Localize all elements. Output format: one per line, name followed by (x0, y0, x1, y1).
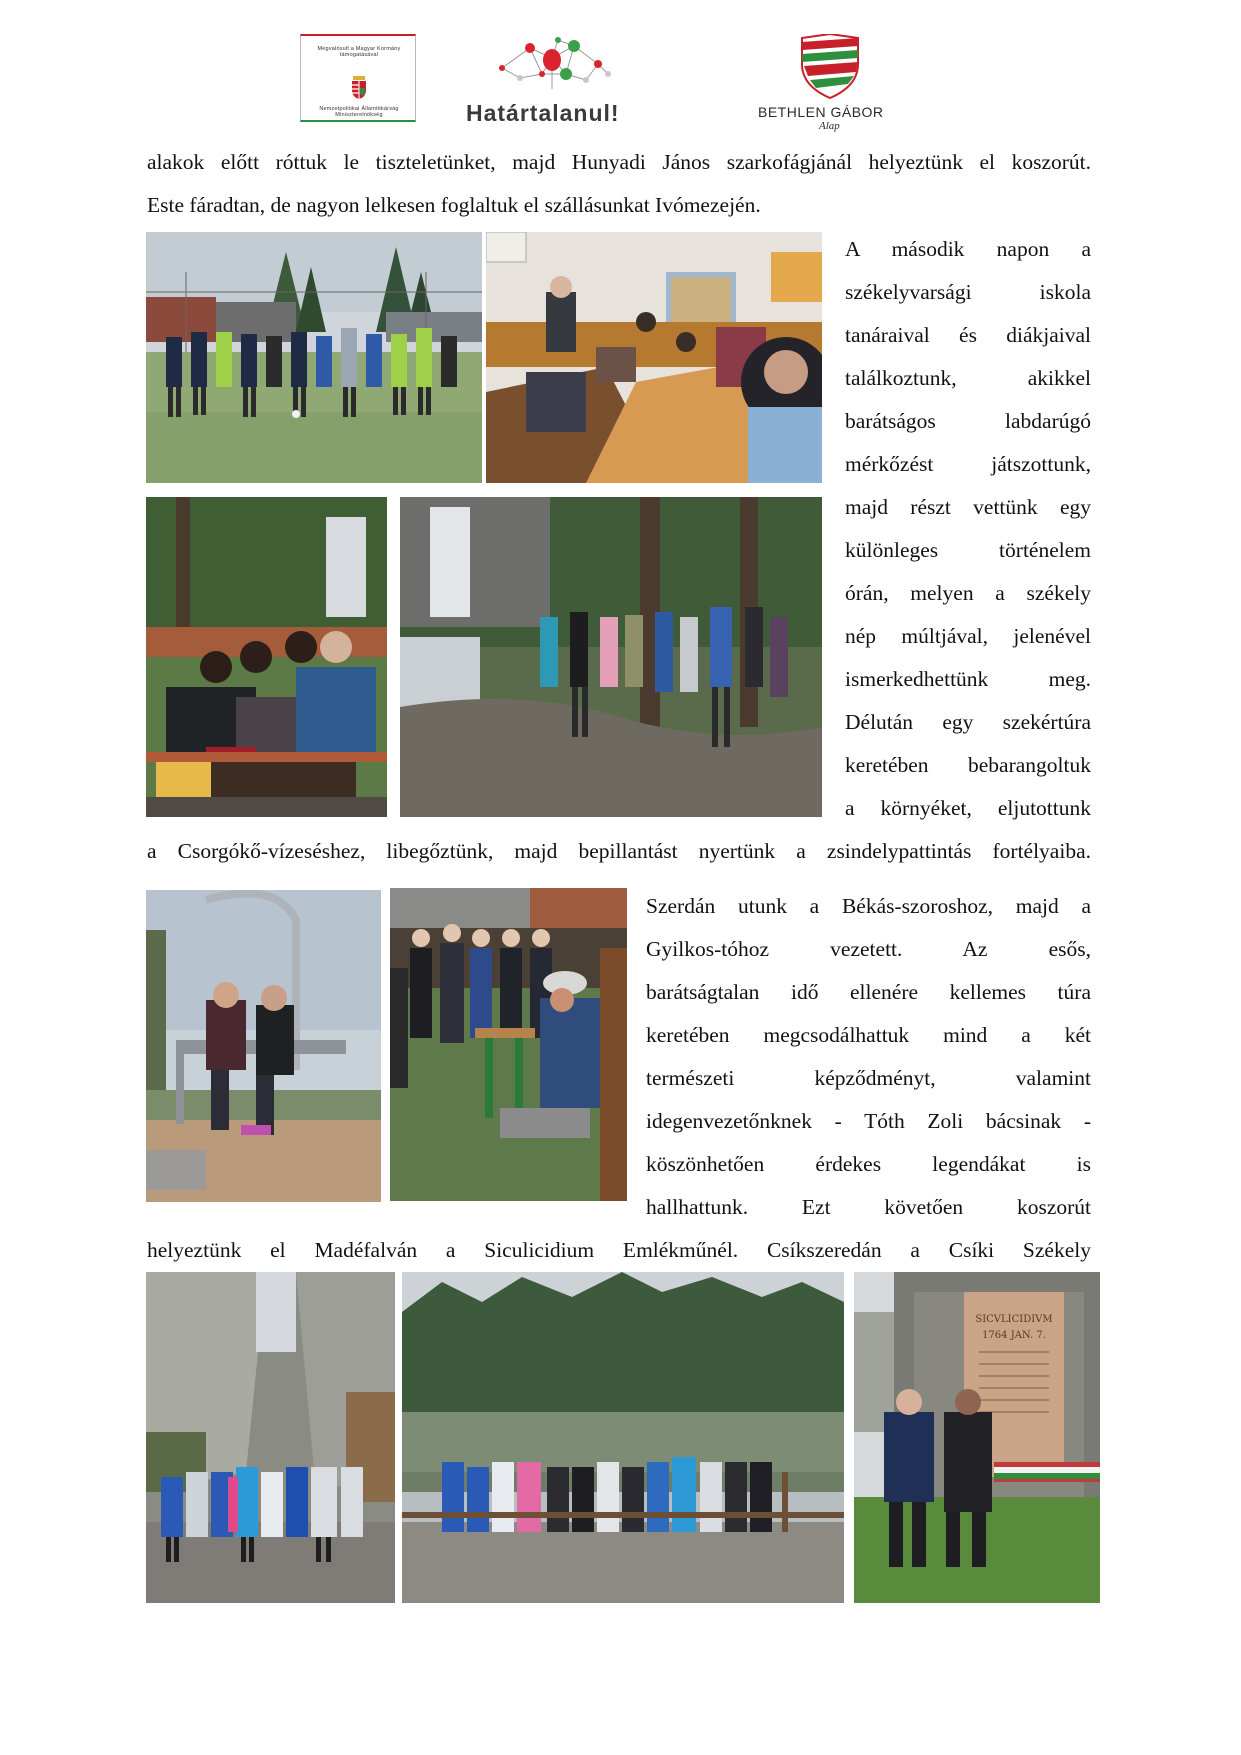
col1-line-2: székelyvarsági iskola (845, 280, 1091, 304)
photo-bekas-gorge-group (146, 1272, 395, 1603)
col1-line-1: A második napon a (845, 237, 1091, 261)
memorial-text-2: 1764 JAN. 7. (982, 1330, 1046, 1341)
photo-chairlift (146, 890, 381, 1202)
bethlen-shield-icon (798, 34, 862, 100)
balloons-network-icon (490, 34, 620, 96)
col1-line-5: barátságos labdarúgó (845, 409, 1091, 433)
photo-siculicidium-memorial (854, 1272, 1100, 1603)
hatartalanul-logo-text: Határtalanul! (466, 100, 620, 126)
col1-line-7: majd részt vettünk egy (845, 495, 1091, 519)
bethlen-gabor-alap-logo (756, 34, 904, 132)
col2-line-6: idegenvezetőnknek - Tóth Zoli bácsinak - (646, 1109, 1091, 1133)
col2-line-3: barátságtalan idő ellenére kellemes túra (646, 980, 1091, 1004)
col1-line-8: különleges történelem (845, 538, 1091, 562)
photo-wagon-ride (146, 497, 387, 817)
col1-line-10: nép múltjával, jelenével (845, 624, 1091, 648)
photo-waterfall-group (400, 497, 822, 817)
bethlen-logo-subtitle: Alap (819, 120, 840, 132)
col2-line-4: keretében megcsodálhattuk mind a két (646, 1023, 1091, 1047)
col2-line-7: köszönhetően érdekes legendákat is (646, 1152, 1091, 1176)
col1-line-12: Délután egy szekértúra (845, 710, 1091, 734)
col1-line-3: tanáraival és diákjaival (845, 323, 1091, 347)
col1-line-14: a környéket, eljutottunk (845, 796, 1091, 820)
col1-line-6: mérkőzést játszottunk, (845, 452, 1091, 476)
col1-line-11: ismerkedhettünk meg. (845, 667, 1091, 691)
col1-line-4: találkoztunk, akikkel (845, 366, 1091, 390)
col2-line-8: hallhattunk. Ezt követően koszorút (646, 1195, 1091, 1219)
full-text-line-1: a Csorgókő-vízeséshez, libegőztünk, majd bepillantást nyertünk a zsindelypattintás fortélyaiba. (147, 839, 1091, 863)
photo-gyilkos-lake-group (402, 1272, 844, 1603)
government-support-logo (300, 34, 416, 122)
photo-football-team (146, 232, 482, 483)
col2-line-2: Gyilkos-tóhoz vezetett. Az esős, (646, 937, 1091, 961)
bethlen-logo-title: BETHLEN GÁBOR (758, 104, 884, 120)
intro-text-line-1: alakok előtt róttuk le tiszteletünket, majd Hunyadi János szarkofágjánál helyeztünk el koszorút. (147, 150, 1091, 174)
col2-line-5: természeti képződményt, valamint (646, 1066, 1091, 1090)
photo-history-lesson-classroom (486, 232, 822, 483)
hungarian-coat-of-arms-icon (350, 76, 368, 100)
gov-logo-top-text: Megvalósult a Magyar Kormány támogatásával (317, 46, 401, 58)
col1-line-13: keretében bebarangoltuk (845, 753, 1091, 777)
col2-line-1: Szerdán utunk a Békás-szoroshoz, majd a (646, 894, 1091, 918)
hatartalanul-logo (462, 34, 652, 126)
photo-shingle-making (390, 888, 627, 1201)
memorial-text-1: SICVLICIDIVM (975, 1314, 1053, 1325)
intro-text-line-2: Este fáradtan, de nagyon lelkesen foglaltuk el szállásunkat Ivómezején. (147, 193, 761, 217)
gov-logo-bottom-text: Nemzetpolitikai Államtitkárság Miniszterelnökség (319, 106, 399, 118)
full-text-line-2: helyeztünk el Madéfalván a Siculicidium Emlékműnél. Csíkszeredán a Csíki Székely (147, 1238, 1091, 1262)
col1-line-9: órán, melyen a székely (845, 581, 1091, 605)
